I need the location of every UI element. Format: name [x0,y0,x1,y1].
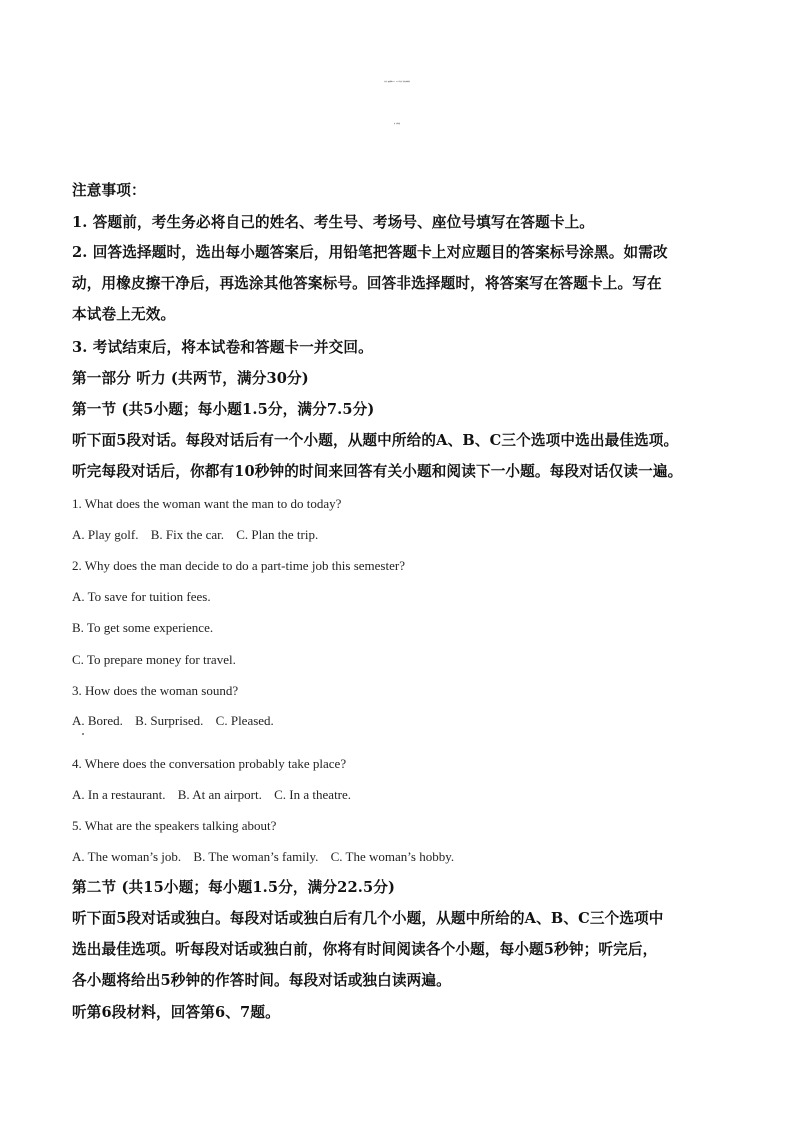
note-item-2-line-2: 动，用橡皮擦干净后，再选涂其他答案标号。回答非选择题时，将答案写在答题卡上。写在 [72,275,662,292]
question-5-options [72,848,463,866]
section2-heading: 第二节 (共15小题；每小题1.5分，满分22.5分) [72,879,396,896]
question-3-option-c: C. Pleased. [215,713,274,728]
question-4-stem: 4. Where does the conversation probably take place? [72,756,347,771]
section2-instruction-line-2: 选出最佳选项。听每段对话或独白前，你将有时间阅读各个小题，每小题5秒钟；听完后， [72,941,658,958]
question-2-option-a: A. To save for tuition fees. [72,589,211,604]
question-5-option-b: B. The woman’s family. [193,849,319,864]
note-item-2-line-1: 2. 回答选择题时，选出每小题答案后，用铅笔把答题卡上对应题目的答案标号涂黑。如需改 [72,244,668,261]
question-3-option-a: A. Bored. [72,713,123,728]
question-5-option-a: A. The woman’s job. [72,849,182,864]
question-4-options [72,786,360,804]
exam-title: 龙岩市一级校联盟2024—2025学年第二学期半期考联考 [384,82,410,83]
note-item-3: 3. 考试结束后，将本试卷和答题卡一并交回。 [72,339,373,356]
question-2-stem: 2. Why does the man decide to do a part-time job this semester? [72,558,405,573]
section1-instruction-line-2: 听完每段对话后，你都有10秒钟的时间来回答有关小题和阅读下一小题。每段对话仅读一遍。 [72,463,683,480]
question-4-option-a: A. In a restaurant. [72,787,166,802]
question-1-options [72,526,327,544]
note-item-2-line-3: 本试卷上无效。 [72,306,176,323]
question-1-option-c: C. Plan the trip. [236,527,319,542]
section2-instruction-line-3: 各小题将给出5秒钟的作答时间。每段对话或独白读两遍。 [72,972,451,989]
question-3-options [72,712,283,730]
section2-instruction-line-1: 听下面5段对话或独白。每段对话或独白后有几个小题，从题中所给的A、B、C三个选项中 [72,910,664,927]
question-5-stem: 5. What are the speakers talking about? [72,818,277,833]
part1-heading: 第一部分 听力 (共两节，满分30分) [72,370,309,387]
question-4-option-c: C. In a theatre. [274,787,352,802]
note-item-1: 1. 答题前，考生务必将自己的姓名、考生号、考场号、座位号填写在答题卡上。 [72,214,595,231]
question-2-option-c: C. To prepare money for travel. [72,652,236,667]
question-3-option-b: B. Surprised. [135,713,204,728]
question-1-option-b: B. Fix the car. [150,527,224,542]
exam-time-info [0,150,794,170]
section1-instruction-line-1: 听下面5段对话。每段对话后有一个小题，从题中所给的A、B、C三个选项中选出最佳选项。 [72,432,679,449]
question-5-option-c: C. The woman’s hobby. [330,849,455,864]
question-2-option-b: B. To get some experience. [72,620,214,635]
exam-subtitle: 高二英语试题 [394,124,400,125]
notes-heading: 注意事项： [72,182,146,199]
stray-dot-mark [82,733,84,735]
question-1-stem: 1. What does the woman want the man to do today? [72,496,342,511]
section1-heading: 第一节 (共5小题；每小题1.5分，满分7.5分) [72,401,375,418]
material-6-heading: 听第6段材料，回答第6、7题。 [72,1004,280,1021]
question-3-stem: 3. How does the woman sound? [72,683,239,698]
question-1-option-a: A. Play golf. [72,527,139,542]
question-4-option-b: B. At an airport. [177,787,262,802]
